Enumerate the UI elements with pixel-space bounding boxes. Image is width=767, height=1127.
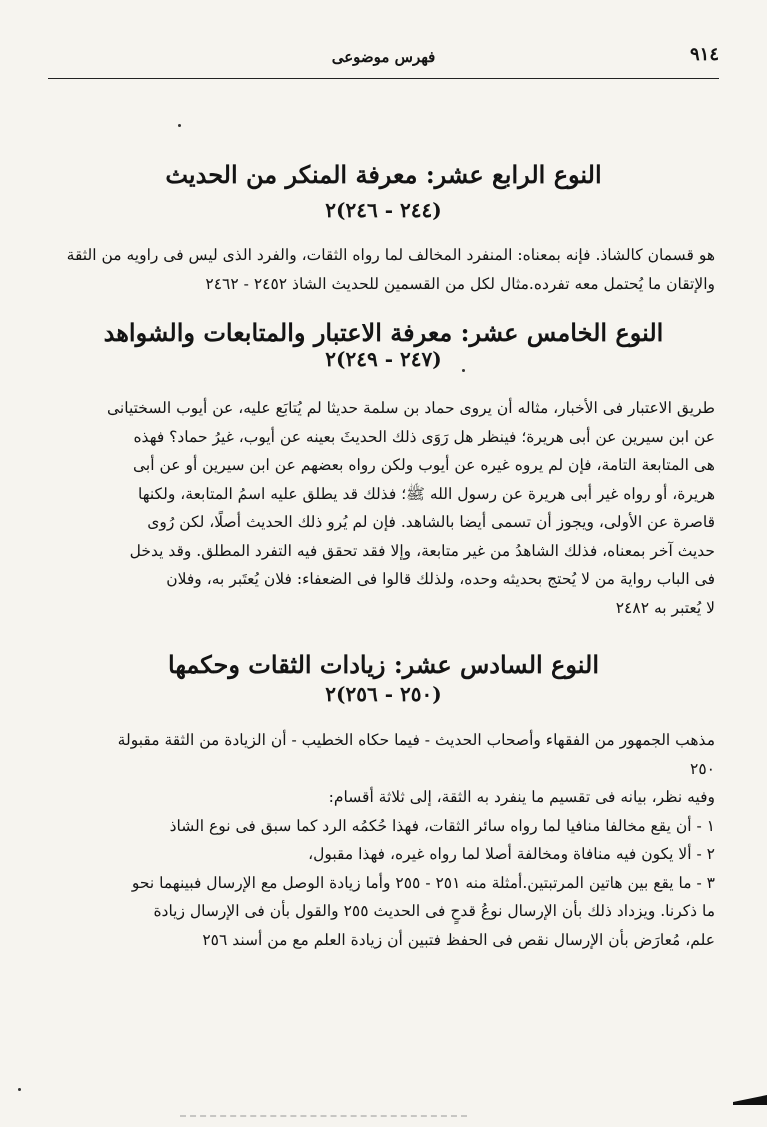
text-line: وفيه نظر، بيانه فى تقسيم ما ينفرد به الثقة، إلى ثلاثة أقسام:	[328, 788, 715, 806]
section-range-2: (٢٤٧ - ٢٤٩)٢	[325, 347, 442, 371]
text-line: مذهب الجمهور من الفقهاء وأصحاب الحديث - فيما حكاه الخطيب - أن الزيادة من الثقة مقبولة	[117, 731, 715, 749]
section-range-1: (٢٤٤ - ٢٤٦)٢	[325, 198, 442, 222]
section-heading-2: النوع الخامس عشر: معرفة الاعتبار والمتابعات والشواهد	[103, 318, 664, 347]
text-line: ٣ - ما يقع بين هاتين المرتبتين.أمثلة منه ٢٥١ - ٢٥٥ وأما زيادة الوصل مع الإرسال فبينهما نحو	[131, 873, 715, 892]
scan-speck	[462, 369, 465, 372]
section-range-3: (٢٥٠ - ٢٥٦)٢	[325, 682, 442, 706]
section-1-body	[52, 241, 715, 298]
section-3-body	[52, 726, 715, 954]
text-line: عن ابن سيرين عن أبى هريرة؛ فينظر هل رَوَى ذلك الحديثَ بعينه عن أيوب، غيرُ حماد؟ فهذه	[133, 427, 715, 446]
text-line: ٢٥٠	[690, 759, 715, 778]
scan-bleed-through	[180, 1115, 467, 1127]
section-2-body	[52, 394, 715, 622]
scan-speck	[178, 124, 181, 127]
text-line: هريرة، أو رواه غير أبى هريرة عن رسول الله ﷺ؛ فذلك قد يطلق عليه اسمُ المتابعة، ولكنها	[138, 484, 715, 503]
text-line: قاصرة عن الأولى، ويجوز أن تسمى أيضا بالشاهد. فإن لم يُرو ذلك الحديث أصلًا، لكن رُوى	[147, 513, 715, 531]
text-line: ١ - أن يقع مخالفا منافيا لما رواه سائر الثقات، فهذا حُكمُه الرد كما سبق فى نوع الشاذ	[169, 816, 715, 835]
text-line: لا يُعتبر به ٢٤٨٢	[615, 598, 715, 617]
section-heading-1: النوع الرابع عشر: معرفة المنكر من الحديث	[165, 160, 602, 189]
text-line: علم، مُعارَض بأن الإرسال نقص فى الحفظ فتبين أن زيادة العلم مع من أسند ٢٥٦	[202, 930, 715, 949]
page-number: ٩١٤	[689, 44, 719, 65]
text-line: فى الباب رواية من لا يُحتج بحديثه وحده، ولذلك قالوا فى الضعفاء: فلان يُعتَبر به، وفلان	[166, 570, 715, 588]
text-line: هى المتابعة التامة، فإن لم يروه غيره عن أيوب ولكن رواه بعضهم عن ابن سيرين أو عن أبى	[133, 456, 715, 474]
scan-corner-mark	[733, 1095, 767, 1105]
scan-speck	[18, 1088, 21, 1091]
header-rule	[48, 78, 719, 79]
text-line: حديث آخر بمعناه، فذلك الشاهدُ من غير متابعة، وإلا فقد تحقق فيه التفرد المطلق. وقد يدخل	[129, 541, 715, 560]
text-line: هو قسمان كالشاذ. فإنه بمعناه: المنفرد المخالف لما رواه الثقات، والفرد الذى ليس فى راويه من الثقة	[66, 246, 715, 264]
running-title: فهرس موضوعى	[331, 48, 436, 66]
text-line: والإتقان ما يُحتمل معه تفرده.مثال لكل من القسمين للحديث الشاذ ٢٤٥٢ - ٢٤٦٢	[205, 274, 715, 293]
text-line: ٢ - ألا يكون فيه منافاة ومخالفة أصلا لما رواه غيره، فهذا مقبول،	[308, 845, 715, 863]
section-heading-3: النوع السادس عشر: زيادات الثقات وحكمها	[168, 650, 599, 679]
page-header	[48, 44, 719, 74]
text-line: طريق الاعتبار فى الأخبار، مثاله أن يروى حماد بن سلمة حديثا لم يُتابَع عليه، عن أيوب السختيانى	[107, 399, 715, 417]
text-line: ما ذكرنا. ويزداد ذلك بأن الإرسال نوعُ قدحٍ فى الحديث ٢٥٥ والقول بأن فى الإرسال زيادة	[153, 902, 715, 920]
